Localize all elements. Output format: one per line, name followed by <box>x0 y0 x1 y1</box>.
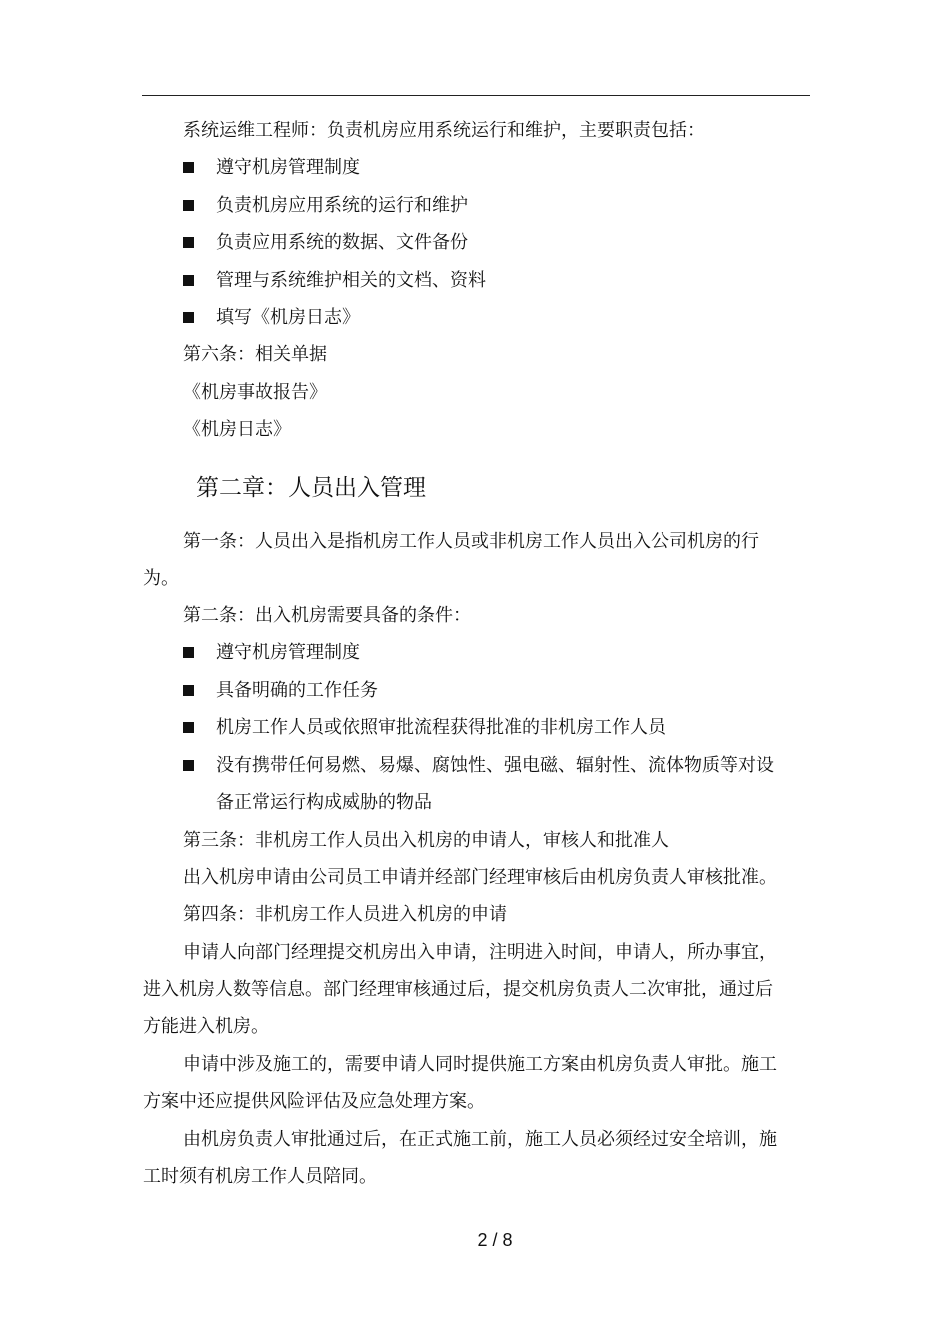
duty-item: 遵守机房管理制度 <box>216 157 360 178</box>
article-1-line: 第一条：人员出入是指机房工作人员或非机房工作人员出入公司机房的行 <box>183 531 759 552</box>
condition-item: 遵守机房管理制度 <box>216 642 360 663</box>
bullet-square-icon <box>183 685 194 696</box>
bullet-square-icon <box>183 760 194 771</box>
article-2-title: 第二条：出入机房需要具备的条件： <box>183 605 471 626</box>
bullet-square-icon <box>183 162 194 173</box>
article-4-title: 第四条：非机房工作人员进入机房的申请 <box>183 904 507 925</box>
bullet-square-icon <box>183 275 194 286</box>
condition-item: 机房工作人员或依照审批流程获得批准的非机房工作人员 <box>216 717 666 738</box>
paragraph-line: 由机房负责人审批通过后，在正式施工前，施工人员必须经过安全培训，施 <box>183 1129 777 1150</box>
article-6-title: 第六条：相关单据 <box>183 344 327 365</box>
bullet-square-icon <box>183 237 194 248</box>
page-number: 2 / 8 <box>477 1230 513 1250</box>
paragraph-line: 工时须有机房工作人员陪同。 <box>143 1166 377 1187</box>
article-1-line: 为。 <box>143 568 179 589</box>
duty-item: 管理与系统维护相关的文档、资料 <box>216 270 486 291</box>
paragraph-line: 方案中还应提供风险评估及应急处理方案。 <box>143 1091 485 1112</box>
duty-item: 负责应用系统的数据、文件备份 <box>216 232 468 253</box>
bullet-square-icon <box>183 722 194 733</box>
article-3-body: 出入机房申请由公司员工申请并经部门经理审核后由机房负责人审核批准。 <box>183 867 777 888</box>
duty-item: 填写《机房日志》 <box>216 307 360 328</box>
paragraph-line: 申请中涉及施工的，需要申请人同时提供施工方案由机房负责人审批。施工 <box>183 1054 777 1075</box>
bullet-square-icon <box>183 312 194 323</box>
condition-item: 没有携带任何易燃、易爆、腐蚀性、强电磁、辐射性、流体物质等对设 <box>216 755 774 776</box>
header-rule <box>142 95 810 96</box>
duty-item: 负责机房应用系统的运行和维护 <box>216 195 468 216</box>
bullet-square-icon <box>183 200 194 211</box>
paragraph-line: 进入机房人数等信息。部门经理审核通过后，提交机房负责人二次审批，通过后 <box>143 979 773 1000</box>
bullet-square-icon <box>183 647 194 658</box>
intro-line: 系统运维工程师：负责机房应用系统运行和维护，主要职责包括： <box>183 120 705 141</box>
article-3-title: 第三条：非机房工作人员出入机房的申请人，审核人和批准人 <box>183 830 669 851</box>
chapter-heading: 第二章：人员出入管理 <box>196 475 426 501</box>
condition-item-continuation: 备正常运行构成威胁的物品 <box>216 792 432 813</box>
paragraph-line: 方能进入机房。 <box>143 1016 269 1037</box>
form-item: 《机房事故报告》 <box>183 382 327 403</box>
form-item: 《机房日志》 <box>183 419 291 440</box>
condition-item: 具备明确的工作任务 <box>216 680 378 701</box>
paragraph-line: 申请人向部门经理提交机房出入申请，注明进入时间，申请人，所办事宜， <box>183 942 777 963</box>
